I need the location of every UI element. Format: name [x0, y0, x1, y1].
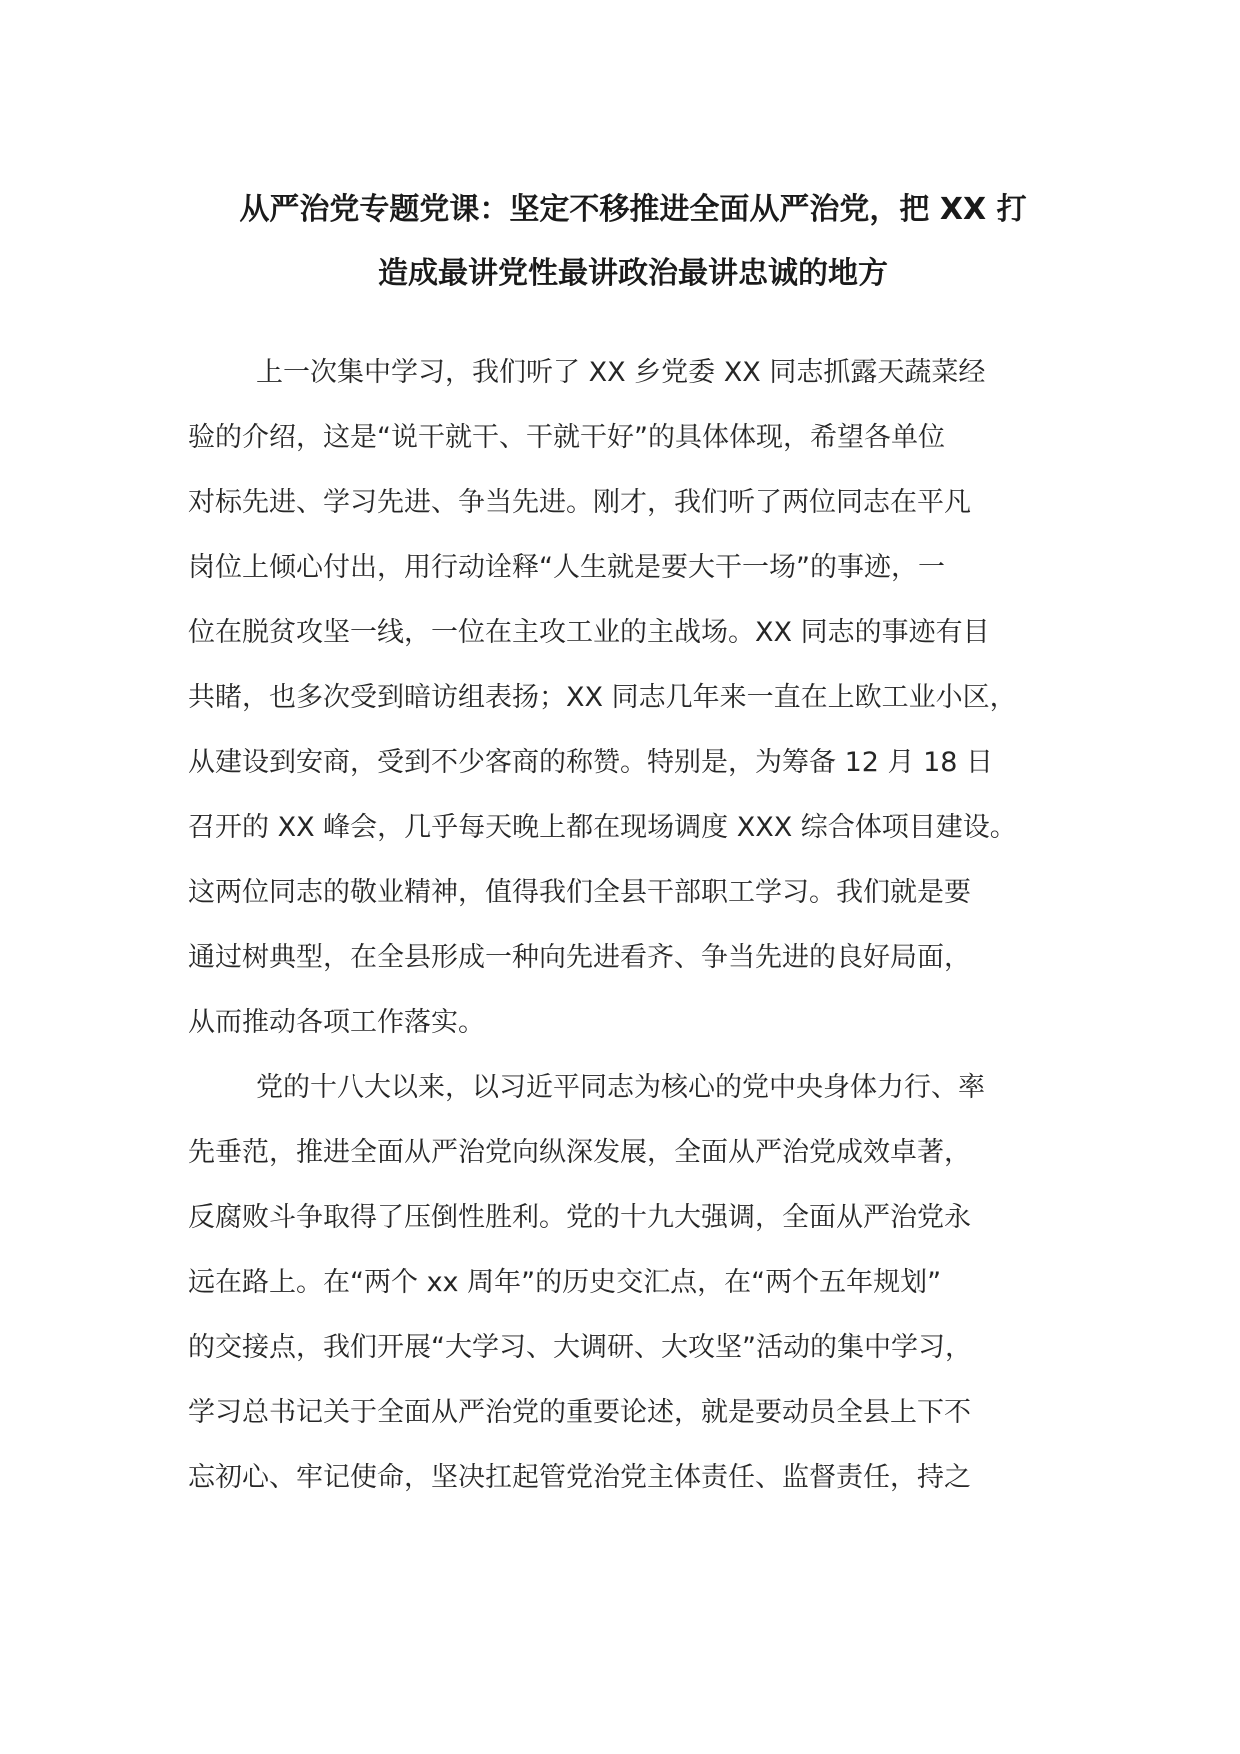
text-line: 从而推动各项工作落实。	[188, 1007, 485, 1038]
document-title	[188, 178, 1078, 306]
text-line: 共睹，也多次受到暗访组表扬；XX 同志几年来一直在上欧工业小区，	[188, 682, 1017, 713]
text-line: 忘初心、牢记使命，坚决扛起管党治党主体责任、监督责任，持之	[188, 1462, 971, 1493]
paragraph	[188, 340, 1078, 1055]
document-page	[188, 178, 1078, 1510]
paragraph	[188, 1055, 1078, 1510]
text-line: 从建设到安商，受到不少客商的称赞。特别是，为筹备 12 月 18 日	[188, 747, 994, 778]
document-body	[188, 340, 1078, 1510]
text-line: 的交接点，我们开展“大学习、大调研、大攻坚”活动的集中学习，	[188, 1332, 972, 1363]
text-line: 上一次集中学习，我们听了 XX 乡党委 XX 同志抓露天蔬菜经	[256, 357, 986, 388]
text-line: 先垂范，推进全面从严治党向纵深发展，全面从严治党成效卓著，	[188, 1137, 971, 1168]
text-line: 位在脱贫攻坚一线，一位在主攻工业的主战场。XX 同志的事迹有目	[188, 617, 990, 648]
text-line: 验的介绍，这是“说干就干、干就干好”的具体体现，希望各单位	[188, 422, 945, 453]
text-line: 学习总书记关于全面从严治党的重要论述，就是要动员全县上下不	[188, 1397, 971, 1428]
title-line: 从严治党专题党课：坚定不移推进全面从严治党，把 XX 打	[239, 192, 1027, 227]
text-line: 反腐败斗争取得了压倒性胜利。党的十九大强调，全面从严治党永	[188, 1202, 971, 1233]
text-line: 岗位上倾心付出，用行动诠释“人生就是要大干一场”的事迹，一	[188, 552, 945, 583]
text-line: 这两位同志的敬业精神，值得我们全县干部职工学习。我们就是要	[188, 877, 971, 908]
text-line: 党的十八大以来，以习近平同志为核心的党中央身体力行、率	[256, 1072, 985, 1103]
text-line: 召开的 XX 峰会，几乎每天晚上都在现场调度 XXX 综合体项目建设。	[188, 812, 1017, 843]
title-line: 造成最讲党性最讲政治最讲忠诚的地方	[378, 256, 888, 291]
text-line: 远在路上。在“两个 xx 周年”的历史交汇点，在“两个五年规划”	[188, 1267, 942, 1298]
text-line: 通过树典型，在全县形成一种向先进看齐、争当先进的良好局面，	[188, 942, 971, 973]
text-line: 对标先进、学习先进、争当先进。刚才，我们听了两位同志在平凡	[188, 487, 971, 518]
